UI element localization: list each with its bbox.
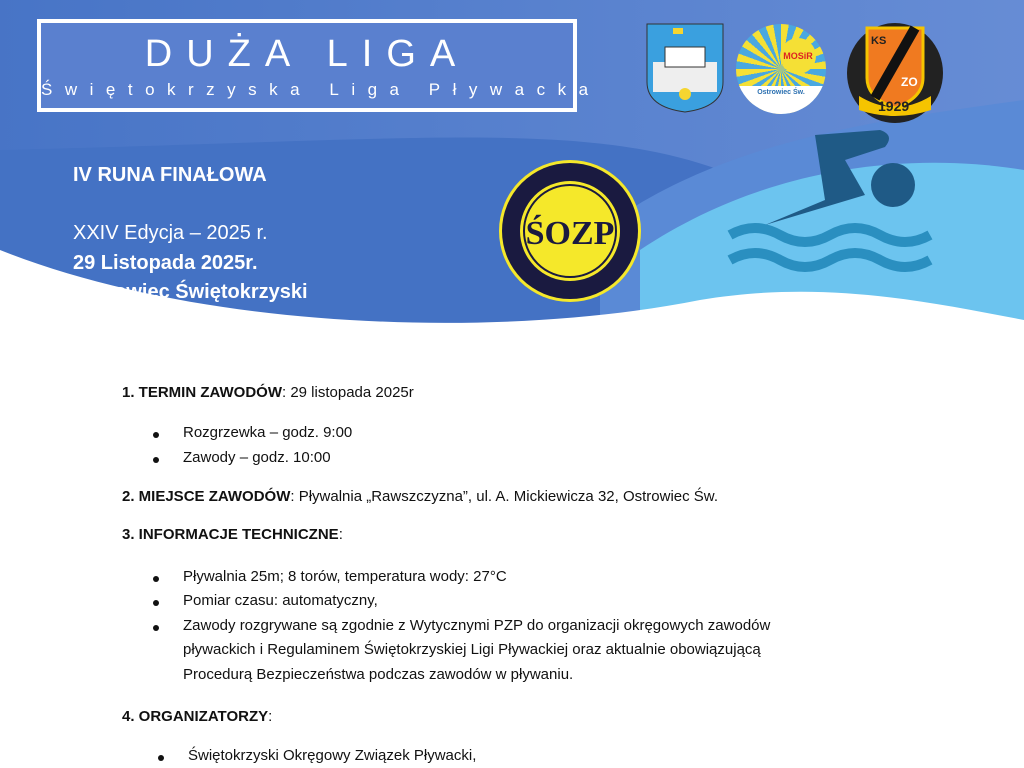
zo-text: ZO <box>901 75 918 89</box>
year-text: 1929 <box>878 98 910 114</box>
section-2-heading: 2. MIEJSCE ZAWODÓW: Pływalnia „Rawszczyzna”, ul. A. Mickiewicza 32, Ostrowiec Św. <box>122 488 718 505</box>
mosir-subtext: Ostrowiec Św. <box>736 86 826 114</box>
event-place: Ostrowiec Świętokrzyski <box>73 281 308 303</box>
mosir-logo <box>736 24 826 114</box>
list-item: Zawody – godz. 10:00 <box>183 449 331 466</box>
bullet-icon <box>158 755 164 761</box>
ks-zo-1929-logo <box>845 18 945 124</box>
list-item: Zawody rozgrywane są zgodnie z Wytycznymi PZP do organizacji okręgowych zawodów <box>183 617 771 634</box>
sozp-text: ŚOZP <box>525 215 615 252</box>
list-item: Pomiar czasu: automatyczny, <box>183 592 378 609</box>
city-coat-of-arms-logo <box>645 22 725 114</box>
edition: XXIV Edycja – 2025 r. <box>73 222 268 244</box>
ks-text: KS <box>871 35 887 47</box>
round-title: IV RUNA FINAŁOWA <box>73 164 267 186</box>
list-item-continued: pływackich i Regulaminem Świętokrzyskiej Ligi Pływackiej oraz aktualnie obowiązującą <box>183 641 761 658</box>
list-item: Rozgrzewka – godz. 9:00 <box>183 424 353 441</box>
swimmer-icon <box>725 125 945 285</box>
section-1-heading: 1. TERMIN ZAWODÓW: 29 listopada 2025r <box>122 384 414 401</box>
bullet-icon <box>153 432 159 438</box>
list-item-continued: Procedurą Bezpieczeństwa podczas zawodów w pływaniu. <box>183 666 574 683</box>
page-title: DUŻA LIGA <box>144 33 470 75</box>
bullet-icon <box>153 576 159 582</box>
mosir-text: MOSiR <box>780 38 816 74</box>
event-date: 29 Listopada 2025r. <box>73 252 258 274</box>
bullet-icon <box>153 625 159 631</box>
bullet-icon <box>153 457 159 463</box>
sozp-logo <box>497 158 643 304</box>
list-item: Pływalnia 25m; 8 torów, temperatura wody: 27°C <box>183 568 507 585</box>
section-4-heading: 4. ORGANIZATORZY: <box>122 708 273 725</box>
list-item: Świętokrzyski Okręgowy Związek Pływacki, <box>188 747 477 764</box>
title-box <box>37 19 601 112</box>
section-3-heading: 3. INFORMACJE TECHNICZNE: <box>122 526 343 543</box>
page-subtitle: Świętokrzyska Liga Pływacka <box>41 80 601 99</box>
bullet-icon <box>153 600 159 606</box>
